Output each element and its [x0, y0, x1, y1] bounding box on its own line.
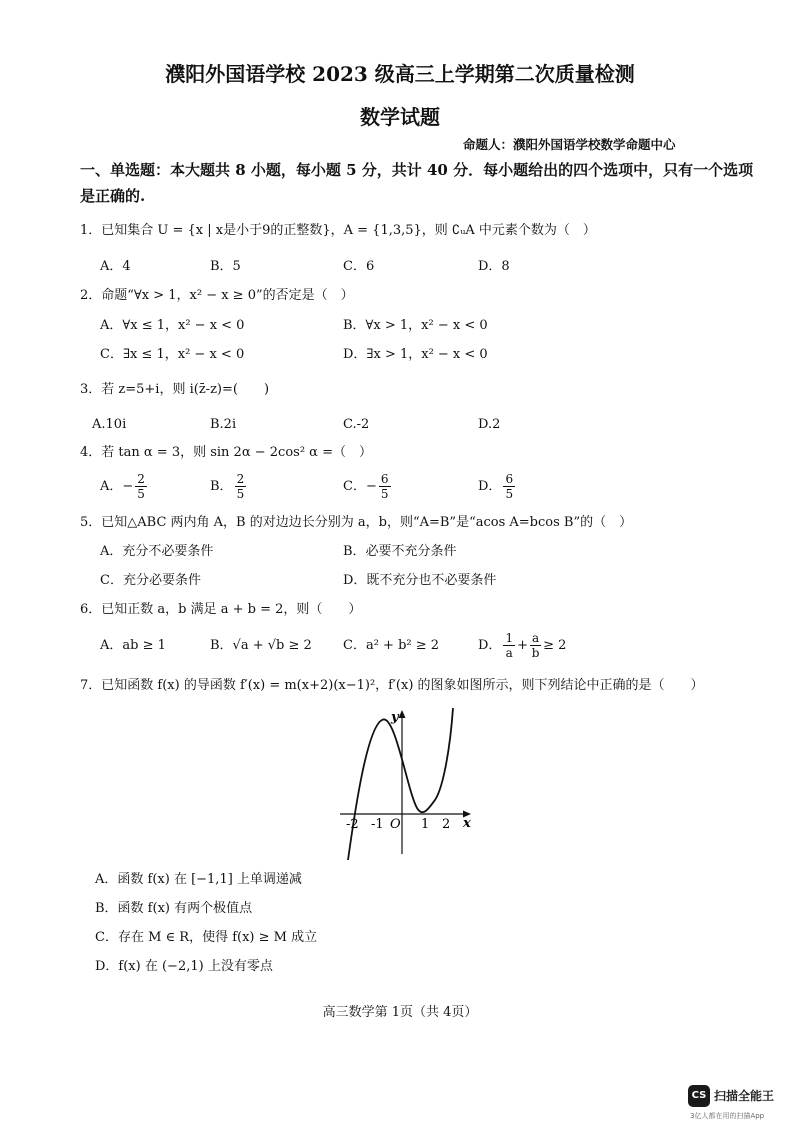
question-2-option-c: C．∃x ≤ 1，x² − x < 0	[100, 347, 245, 362]
question-3-option-c: C.-2	[343, 417, 370, 432]
question-4-option-d	[478, 472, 517, 502]
q6-d-num2: a	[531, 631, 540, 645]
question-6-stem: 6．已知正数 a，b 满足 a + b = 2，则（ ）	[80, 602, 362, 617]
question-6-option-b: B．√a + √b ≥ 2	[210, 638, 312, 653]
question-7-option-d: D．f(x) 在 (−2,1) 上没有零点	[95, 959, 273, 974]
question-7-option-a: A．函数 f(x) 在 [−1,1] 上单调递减	[95, 872, 302, 887]
exam-title: 濮阳外国语学校 2023 级高三上学期第二次质量检测	[165, 62, 635, 86]
origin-label: O	[390, 817, 401, 832]
question-1-option-b: B．5	[210, 259, 241, 274]
q6-d-label: D．	[478, 638, 502, 653]
derivative-graph	[335, 700, 480, 860]
question-2-option-d: D．∃x > 1，x² − x < 0	[343, 347, 488, 362]
scanner-app-name: 扫描全能王	[714, 1089, 775, 1103]
q4-a-label: A．	[100, 479, 123, 494]
question-1-option-a: A．4	[100, 259, 131, 274]
q6-d-tail: ≥ 2	[543, 638, 567, 653]
q4-a-fraction	[135, 472, 147, 501]
question-1-stem: 1．已知集合 U = {x | x是小于9的正整数}，A = {1,3,5}，则 ∁ᵤA 中元素个数为（ ）	[80, 223, 596, 238]
page-footer: 高三数学第 1页（共 4页）	[322, 1005, 478, 1020]
section-heading-line1: 一、单选题：本大题共 8 小题，每小题 5 分，共计 40 分．每小题给出的四个选项中，只有一个选项	[80, 161, 754, 179]
x-axis-label: x	[463, 816, 471, 831]
q4-a-sign: −	[122, 479, 134, 494]
question-7-option-b: B．函数 f(x) 有两个极值点	[95, 901, 253, 916]
question-3-option-a: A.10i	[92, 417, 127, 432]
q4-b-label: B．	[210, 479, 233, 494]
tick-label-neg1: -1	[371, 817, 384, 832]
y-axis-arrow	[399, 710, 406, 718]
q6-d-num1: 1	[505, 631, 514, 645]
section-heading-line2: 是正确的.	[80, 187, 146, 205]
q6-d-den2: b	[531, 646, 540, 660]
derivative-curve	[348, 708, 453, 860]
tick-label-1: 1	[421, 817, 430, 832]
q4-c-label: C．	[343, 479, 366, 494]
y-axis-label: y	[391, 710, 399, 725]
q4-d-denominator: 5	[505, 487, 514, 501]
question-2-option-b: B．∀x > 1，x² − x < 0	[343, 318, 488, 333]
tick-label-neg2: -2	[346, 817, 359, 832]
question-7-option-c: C．存在 M ∈ R，使得 f(x) ≥ M 成立	[95, 930, 318, 945]
q4-d-label: D．	[478, 479, 502, 494]
scanner-logo-icon: CS	[688, 1085, 710, 1107]
question-2-option-a: A．∀x ≤ 1，x² − x < 0	[100, 318, 245, 333]
exam-subtitle: 数学试题	[360, 105, 440, 129]
question-6-option-d: D． $\frac{1}{a}$ + $\frac{a}{b}$ ≥ 2	[478, 631, 567, 660]
q4-d-numerator: 6	[505, 472, 514, 486]
q4-c-sign: −	[365, 479, 377, 494]
q6-d-den1: a	[505, 646, 513, 660]
question-5-option-c: C．充分必要条件	[100, 573, 201, 588]
question-6-option-c: C．a² + b² ≥ 2	[343, 638, 440, 653]
q4-b-numerator: 2	[236, 472, 245, 486]
scanner-tagline: 3亿人都在用的扫描App	[690, 1112, 765, 1120]
question-3-stem: 3．若 z=5+i，则 i(z̄-z)=( )	[80, 382, 270, 397]
q4-c-fraction	[379, 472, 391, 501]
question-4-option-c	[343, 472, 393, 502]
q4-c-denominator: 5	[380, 487, 389, 501]
q4-a-numerator: 2	[137, 472, 145, 486]
question-2-stem: 2．命题“∀x > 1，x² − x ≥ 0”的否定是（ ）	[80, 288, 354, 303]
question-5-stem: 5．已知△ABC 两内角 A，B 的对边边长分别为 a，b，则“A=B”是“acos A=bcos B”的（ ）	[80, 515, 633, 530]
q4-c-numerator: 6	[380, 472, 389, 486]
q4-a-denominator: 5	[137, 487, 145, 501]
question-6-option-a: A．ab ≥ 1	[100, 638, 166, 653]
question-4-stem: 4．若 tan α = 3，则 sin 2α − 2cos² α =（ ）	[80, 445, 372, 460]
question-4-option-b	[210, 472, 248, 502]
author-line: 命题人：濮阳外国语学校数学命题中心	[463, 137, 676, 152]
question-4-option-a	[100, 472, 149, 502]
question-5-option-b: B．必要不充分条件	[343, 544, 457, 559]
question-1-option-c: C．6	[343, 259, 375, 274]
question-3-option-d: D.2	[478, 417, 501, 432]
tick-label-2: 2	[442, 817, 451, 832]
q6-d-fraction-1	[503, 631, 515, 660]
q6-d-fraction-2	[530, 631, 541, 660]
question-5-option-a: A．充分不必要条件	[100, 544, 214, 559]
question-7-stem: 7．已知函数 f(x) 的导函数 f′(x) = m(x+2)(x−1)²，f′(x) 的图象如图所示，则下列结论中正确的是（ ）	[80, 678, 704, 693]
question-5-option-d: D．既不充分也不必要条件	[343, 573, 497, 588]
q4-b-fraction	[235, 472, 247, 501]
q4-b-denominator: 5	[236, 487, 245, 501]
scanner-watermark	[688, 1085, 788, 1125]
question-3-option-b: B.2i	[210, 417, 237, 432]
question-1-option-d: D．8	[478, 259, 510, 274]
q4-d-fraction	[503, 472, 515, 501]
